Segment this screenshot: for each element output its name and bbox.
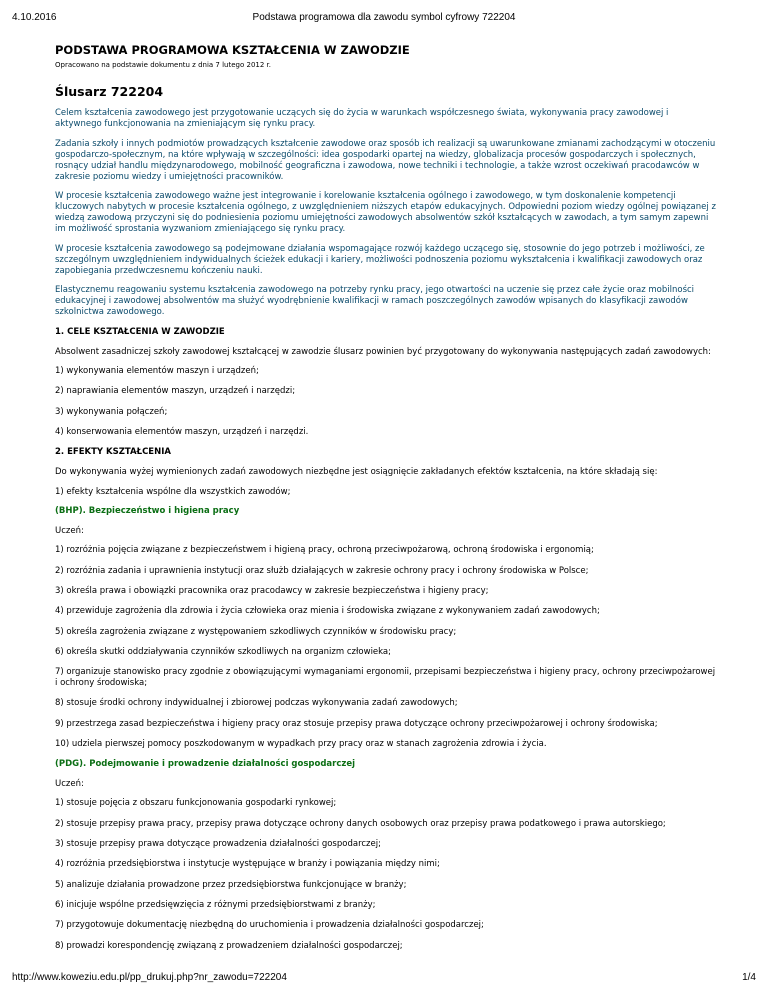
list-item: 3) określa prawa i obowiązki pracownika oraz pracodawcy w zakresie bezpieczeństwa i higieny pracy; xyxy=(55,585,489,596)
section-intro: Do wykonywania wyżej wymienionych zadań zawodowych niezbędne jest osiągnięcie zakładanych efektów kształcenia, na które składają się: xyxy=(55,466,658,477)
intro-paragraph: Celem kształcenia zawodowego jest przygotowanie uczących się do życia w warunkach współczesnego świata, wykonywania pracy zawodowej i aktywnego funkcjonowania na zmieniającym się rynku pracy. xyxy=(55,108,669,129)
list-item: 4) przewiduje zagrożenia dla zdrowia i życia człowieka oraz mienia i środowiska związane z wykonywaniem zadań zawodowych; xyxy=(55,606,600,617)
list-item: 8) stosuje środki ochrony indywidualnej i zbiorowej podczas wykonywania zadań zawodowych; xyxy=(55,698,458,709)
list-item: 7) przygotowuje dokumentację niezbędną do uruchomienia i prowadzenia działalności gospodarczej; xyxy=(55,920,484,931)
list-item: 4) rozróżnia przedsiębiorstwa i instytucje występujące w branży i powiązania między nimi; xyxy=(55,859,440,870)
document-meta: Opracowano na podstawie dokumentu z dnia 7 lutego 2012 r. xyxy=(55,61,271,69)
list-item: 2) rozróżnia zadania i uprawnienia instytucji oraz służb działających w zakresie ochrony pracy i ochrony środowiska w Polsce; xyxy=(55,565,589,576)
list-item: 5) analizuje działania prowadzone przez przedsiębiorstwa funkcjonujące w branży; xyxy=(55,879,407,890)
list-item: 4) konserwowania elementów maszyn, urządzeń i narzędzi. xyxy=(55,427,309,438)
print-url: http://www.koweziu.edu.pl/pp_drukuj.php?nr_zawodu=722204 xyxy=(12,972,287,983)
profession-title: Ślusarz 722204 xyxy=(55,84,164,99)
list-item: 1) stosuje pojęcia z obszaru funkcjonowania gospodarki rynkowej; xyxy=(55,798,337,809)
section-heading: 2. EFEKTY KSZTAŁCENIA xyxy=(55,447,171,458)
list-item: 1) rozróżnia pojęcia związane z bezpieczeństwem i higieną pracy, ochroną przeciwpożarową, ochroną środowiska i ergonomią; xyxy=(55,545,594,556)
intro-paragraph: W procesie kształcenia zawodowego ważne jest integrowanie i korelowanie kształcenia ogólnego i zawodowego, w tym doskonalenie kompetencji kluczowych nabytych w procesie kształcenia ogólnego, z uwzględnieniem niższych etapów edukacyjnych. Odpowiedni poziom wiedzy ogólnej powiązanej z wiedzą zawodową przyczyni się do podniesienia poziomu umiejętności zawodowych absolwentów szkół kształcących w zawodach, a tym samym zapewni im możliwość sprostania wyzwaniom zmieniającego się rynku pracy. xyxy=(55,191,716,235)
module-lead: Uczeń: xyxy=(55,778,84,789)
list-item: 6) określa skutki oddziaływania czynników szkodliwych na organizm człowieka; xyxy=(55,646,391,657)
intro-paragraph: Elastycznemu reagowaniu systemu kształcenia zawodowego na potrzeby rynku pracy, jego otwartości na uczenie się przez całe życie oraz mobilności edukacyjnej i zawodowej absolwentów ma służyć wyodrębnienie kwalifikacji w ramach poszczególnych zawodów wpisanych do klasyfikacji zawodów szkolnictwa zawodowego. xyxy=(55,285,695,318)
list-item: 1) wykonywania elementów maszyn i urządzeń; xyxy=(55,366,259,377)
list-item: 3) wykonywania połączeń; xyxy=(55,406,168,417)
module-heading-bhp: (BHP). Bezpieczeństwo i higiena pracy xyxy=(55,506,240,517)
list-item: 8) prowadzi korespondencję związaną z prowadzeniem działalności gospodarczej; xyxy=(55,940,403,951)
list-item: 2) stosuje przepisy prawa pracy, przepisy prawa dotyczące ochrony danych osobowych oraz przepisy prawa podatkowego i prawa autorskiego; xyxy=(55,818,666,829)
print-footer xyxy=(0,972,768,986)
list-item: 5) określa zagrożenia związane z występowaniem szkodliwych czynników w środowisku pracy; xyxy=(55,626,457,637)
section-subitem: 1) efekty kształcenia wspólne dla wszystkich zawodów; xyxy=(55,486,291,497)
module-lead: Uczeń: xyxy=(55,525,84,536)
print-date: 4.10.2016 xyxy=(12,12,57,23)
print-header xyxy=(0,12,768,26)
list-item: 6) inicjuje wspólne przedsięwzięcia z różnymi przedsiębiorstwami z branży; xyxy=(55,899,376,910)
list-item: 3) stosuje przepisy prawa dotyczące prowadzenia działalności gospodarczej; xyxy=(55,839,381,850)
page-number: 1/4 xyxy=(742,972,756,983)
section-heading: 1. CELE KSZTAŁCENIA W ZAWODZIE xyxy=(55,326,225,337)
intro-paragraph: Zadania szkoły i innych podmiotów prowadzących kształcenie zawodowe oraz sposób ich realizacji są uwarunkowane zmianami zachodzącymi w otoczeniu gospodarczo-społecznym, na które wpływają w szczególności: idea gospodarki opartej na wiedzy, globalizacja procesów gospodarczych i społecznych, rosnący udział handlu międzynarodowego, mobilność geograficzna i zawodowa, nowe techniki i technologie, a także wzrost oczekiwań pracodawców w zakresie poziomu wiedzy i umiejętności pracowników. xyxy=(55,138,716,182)
document-heading: PODSTAWA PROGRAMOWA KSZTAŁCENIA W ZAWODZIE xyxy=(55,43,410,57)
intro-paragraph: W procesie kształcenia zawodowego są podejmowane działania wspomagające rozwój każdego uczącego się, stosownie do jego potrzeb i możliwości, ze szczególnym uwzględnieniem indywidualnych ścieżek edukacji i kariery, możliwości podnoszenia poziomu wykształcenia i kwalifikacji zawodowych oraz zapobiegania przedwczesnemu kończeniu nauki. xyxy=(55,243,705,276)
list-item: 2) naprawiania elementów maszyn, urządzeń i narzędzi; xyxy=(55,386,296,397)
list-item: 10) udziela pierwszej pomocy poszkodowanym w wypadkach przy pracy oraz w stanach zagrożenia zdrowia i życia. xyxy=(55,738,547,749)
list-item: 9) przestrzega zasad bezpieczeństwa i higieny pracy oraz stosuje przepisy prawa dotyczące ochrony przeciwpożarowej i ochrony środowiska; xyxy=(55,718,658,729)
section-intro: Absolwent zasadniczej szkoły zawodowej kształcącej w zawodzie ślusarz powinien być przygotowany do wykonywania następujących zadań zawodowych: xyxy=(55,346,711,357)
document-body xyxy=(55,43,717,961)
module-heading-pdg: (PDG). Podejmowanie i prowadzenie działalności gospodarczej xyxy=(55,759,356,770)
list-item: 7) organizuje stanowisko pracy zgodnie z obowiązującymi wymaganiami ergonomii, przepisami bezpieczeństwa i higieny pracy, ochrony przeciwpożarowej i ochrony środowiska; xyxy=(55,667,716,689)
print-page-title: Podstawa programowa dla zawodu symbol cyfrowy 722204 xyxy=(252,12,516,23)
